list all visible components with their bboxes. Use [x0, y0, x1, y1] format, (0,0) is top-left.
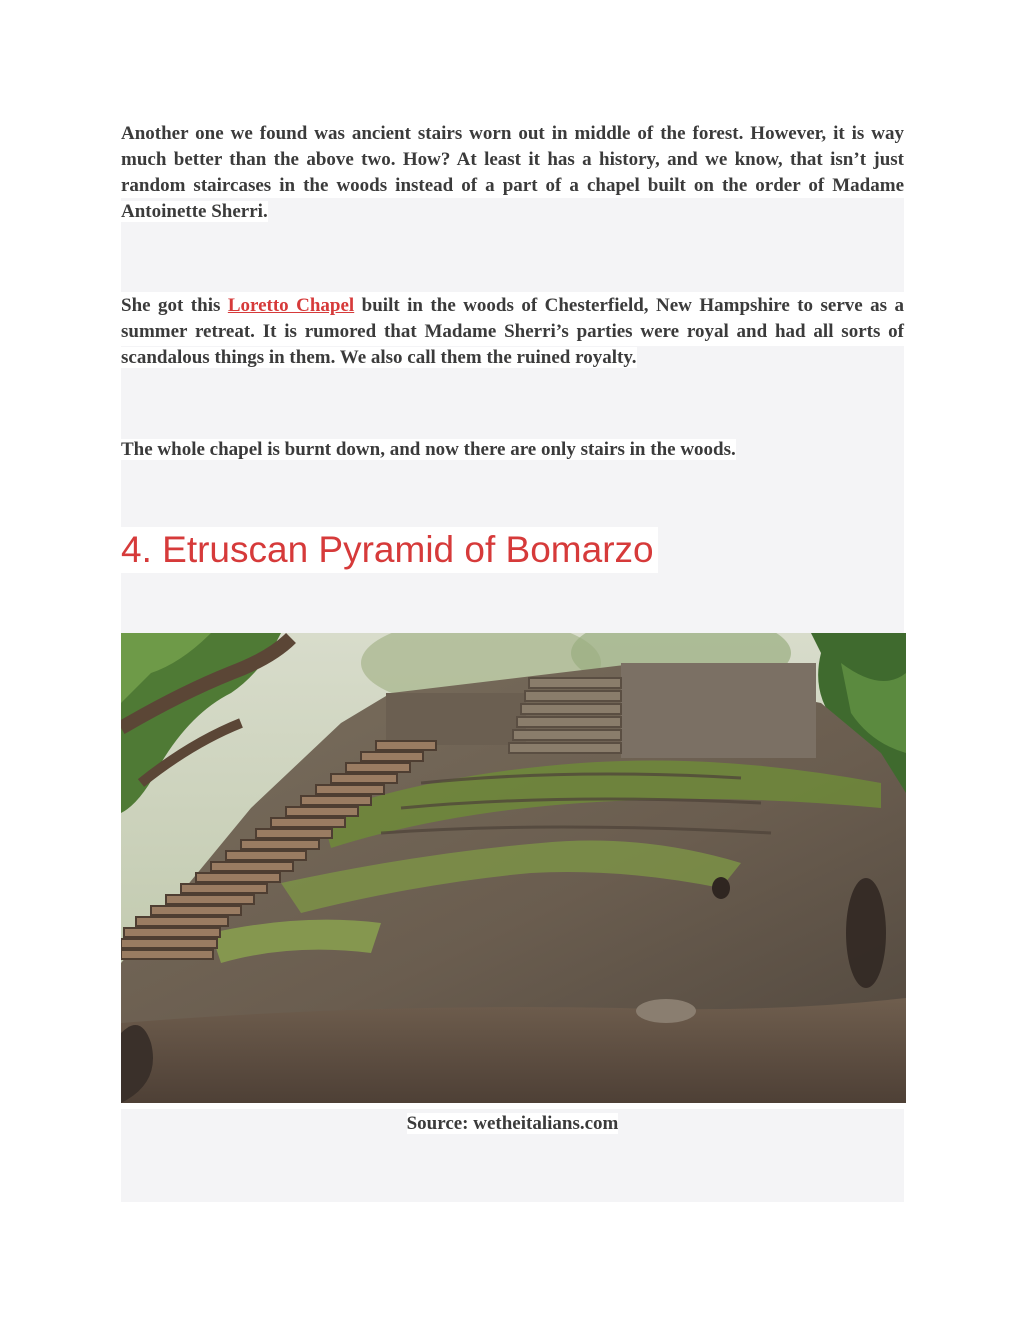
paragraph-text-before-link: She got this	[121, 295, 228, 316]
paragraph-stairs-history: Another one we found was ancient stairs worn out in middle of the forest. However, it is way much better than the above two. How? At least it has a history, and we know, that isn’t just random staircases in the woods instead of a part of a chapel built on the order of Madame Antoinette Sherri.	[121, 123, 904, 222]
paragraph-chapel-burnt: The whole chapel is burnt down, and now there are only stairs in the woods.	[121, 439, 736, 460]
paragraph-loretto-chapel	[121, 293, 904, 371]
section-heading: 4. Etruscan Pyramid of Bomarzo	[121, 527, 658, 573]
loretto-chapel-link[interactable]: Loretto Chapel	[227, 295, 355, 316]
image-source-caption: Source: wetheitalians.com	[406, 1113, 619, 1134]
etruscan-pyramid-photo	[121, 633, 906, 1103]
paragraph-text-after-link: built in the woods of Chesterfield, New Hampshire to serve as a summer retreat. It is rumored that Madame Sherri’s parties were royal and had all sorts of scandalous things in them. We also call them the ruined royalty.	[121, 295, 904, 368]
